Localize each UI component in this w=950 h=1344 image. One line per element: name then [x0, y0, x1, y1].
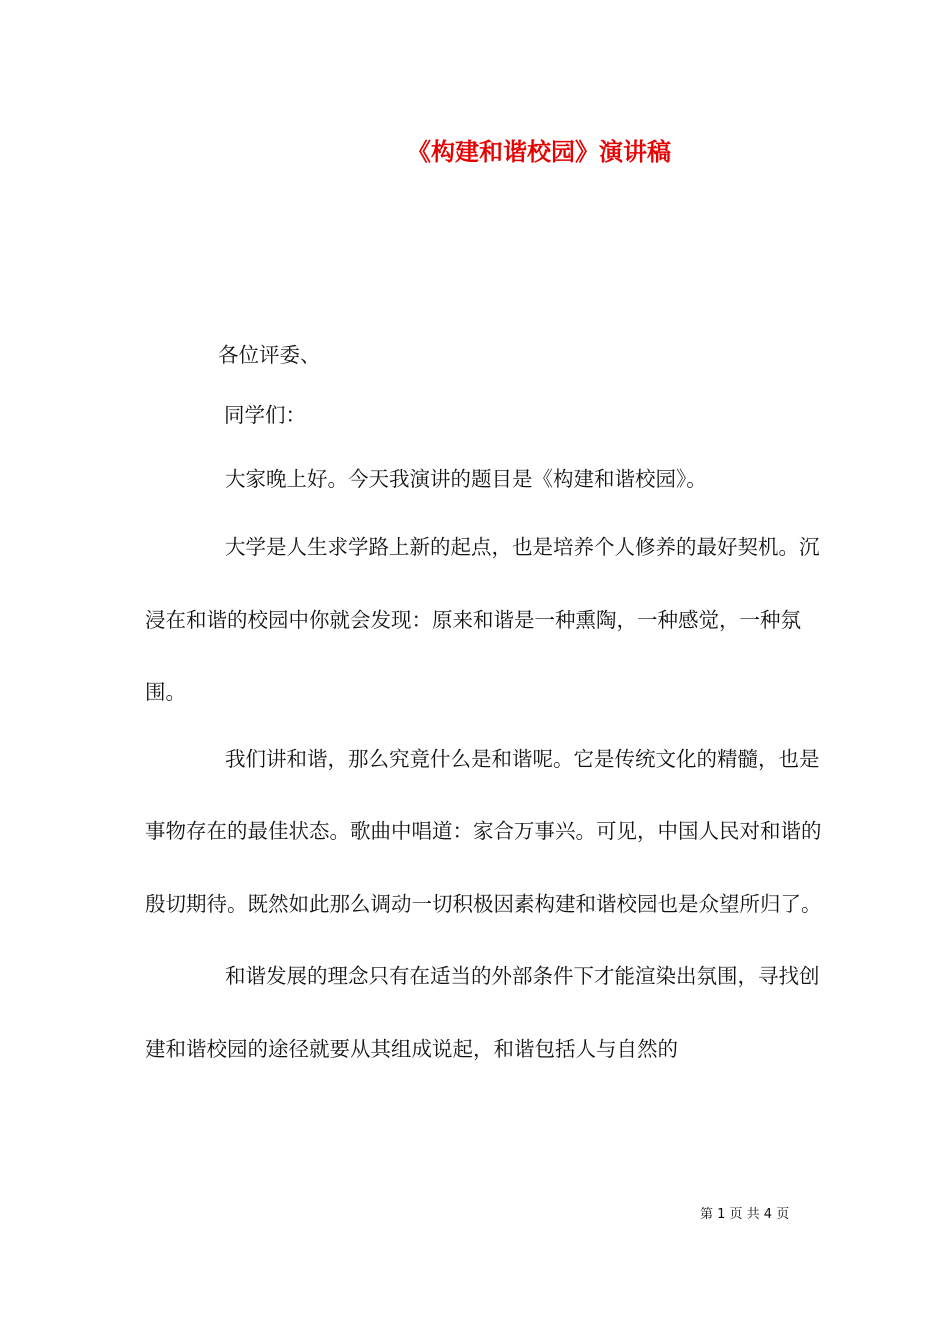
paragraph: 大家晚上好。今天我演讲的题目是《构建和谐校园》。 — [225, 467, 707, 491]
document-body — [145, 337, 825, 1085]
paragraph: 我们讲和谐，那么究竟什么是和谐呢。它是传统文化的精髓，也是事物存在的最佳状态。歌曲中唱道：家合万事兴。可见，中国人民对和谐的殷切期待。既然如此那么调动一切积极因素构建和谐校园也是众望所归了。 — [145, 746, 822, 916]
document-title: 《构建和谐校园》演讲稿 — [407, 138, 671, 166]
paragraph: 和谐发展的理念只有在适当的外部条件下才能渲染出氛围，寻找创建和谐校园的途径就要从其组成说起，和谐包括人与自然的 — [145, 964, 820, 1061]
greeting-line: 同学们： — [224, 403, 306, 427]
page-number-footer: 第 1 页 共 4 页 — [700, 1207, 790, 1222]
greeting-line: 各位评委、 — [218, 343, 321, 367]
paragraph: 大学是人生求学路上新的起点，也是培养个人修养的最好契机。沉浸在和谐的校园中你就会发现：原来和谐是一种熏陶，一种感觉，一种氛围。 — [145, 535, 820, 704]
